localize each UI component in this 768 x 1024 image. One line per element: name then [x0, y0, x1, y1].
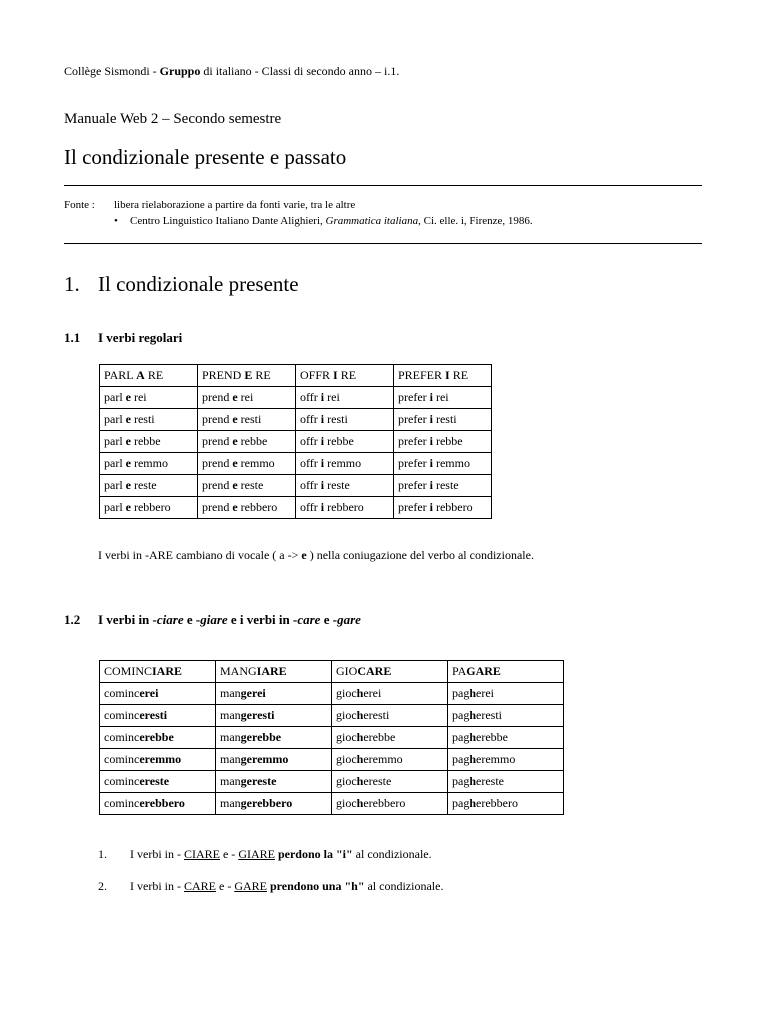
- cell-pre: man: [220, 708, 241, 722]
- rule-text: I verbi in -: [130, 879, 184, 893]
- cell-bold: A: [136, 368, 145, 382]
- cell-bold: h: [356, 796, 364, 810]
- rule-text: e -: [216, 879, 235, 893]
- cell-bold: e: [125, 478, 131, 492]
- section-number: 1.: [64, 272, 80, 296]
- cell-post: erebbe: [476, 730, 508, 744]
- cell-pre: PREND: [202, 368, 245, 382]
- cell-post: RE: [449, 368, 469, 382]
- cell-bold: eremmo: [139, 752, 182, 766]
- cell-bold: e: [232, 412, 238, 426]
- cell-pre: offr: [300, 412, 321, 426]
- cell-pre: prend: [202, 390, 233, 404]
- table-cell: [216, 749, 332, 771]
- cell-pre: prefer: [398, 390, 430, 404]
- cell-post: erebbero: [476, 796, 518, 810]
- cell-bold: i: [429, 434, 433, 448]
- cell-post: remmo: [432, 456, 470, 470]
- divider-bottom: [64, 243, 702, 244]
- cell-pre: cominc: [104, 686, 140, 700]
- table-header-cell: [332, 661, 448, 683]
- cell-post: RE: [252, 368, 271, 382]
- cell-bold: i: [429, 456, 433, 470]
- cell-post: rebbe: [237, 434, 268, 448]
- cell-post: remmo: [130, 456, 168, 470]
- header-group-rest: di italiano: [200, 64, 252, 78]
- cell-pre: prefer: [398, 478, 430, 492]
- table-cell: [394, 431, 492, 453]
- cell-bold: h: [469, 774, 477, 788]
- subsection-number: 1.1: [64, 330, 81, 345]
- cell-pre: prefer: [398, 412, 430, 426]
- table-cell: [100, 705, 216, 727]
- table-cell: [216, 705, 332, 727]
- table-cell: [100, 793, 216, 815]
- table-cell: [332, 727, 448, 749]
- cell-pre: cominc: [104, 774, 140, 788]
- table-cell: [100, 387, 198, 409]
- cell-pre: prend: [202, 478, 233, 492]
- cell-bold: h: [356, 774, 364, 788]
- header-group: Gruppo: [159, 64, 201, 78]
- cell-bold: e: [125, 434, 131, 448]
- table-cell: [198, 453, 296, 475]
- note-pre: I verbi in -ARE cambiano di vocale ( a ->: [98, 548, 302, 562]
- rule-bold: prendono una "h": [270, 879, 365, 893]
- cell-post: resti: [237, 412, 262, 426]
- table-row: [100, 705, 564, 727]
- cell-bold: I: [333, 368, 338, 382]
- table-cell: [198, 431, 296, 453]
- cell-bold: e: [232, 478, 238, 492]
- sub2-text-1: I verbi in: [98, 612, 153, 627]
- cell-post: rebbe: [324, 434, 354, 448]
- sub2-italic-4: -gare: [332, 612, 361, 627]
- table-cell: [448, 727, 564, 749]
- cell-bold: e: [125, 390, 131, 404]
- table-cell: [216, 683, 332, 705]
- table-cell: [100, 497, 198, 519]
- table-cell: [332, 771, 448, 793]
- cell-post: remmo: [324, 456, 362, 470]
- cell-bold: h: [356, 708, 364, 722]
- table-cell: [394, 497, 492, 519]
- rule-item: [98, 879, 443, 894]
- table-row: [100, 409, 492, 431]
- table-cell: [296, 409, 394, 431]
- cell-bold: h: [469, 708, 477, 722]
- cell-pre: OFFR: [300, 368, 334, 382]
- table-cell: [100, 431, 198, 453]
- table-cell: [198, 409, 296, 431]
- cell-pre: prend: [202, 412, 233, 426]
- cell-post: erebbe: [363, 730, 396, 744]
- table-cell: [296, 497, 394, 519]
- cell-bold: e: [125, 456, 131, 470]
- table-cell: [100, 475, 198, 497]
- cell-pre: gioc: [336, 686, 357, 700]
- cell-pre: cominc: [104, 796, 140, 810]
- section-1-title: [64, 272, 299, 297]
- cell-bold: h: [356, 730, 364, 744]
- table-cell: [332, 705, 448, 727]
- table-cell: [198, 475, 296, 497]
- table-row: [100, 749, 564, 771]
- cell-pre: parl: [104, 434, 126, 448]
- fonte-label: Fonte :: [64, 199, 95, 211]
- cell-pre: gioc: [336, 774, 357, 788]
- cell-post: eresti: [363, 708, 390, 722]
- cell-post: resti: [324, 412, 348, 426]
- table-cell: [100, 749, 216, 771]
- table-cell: [296, 387, 394, 409]
- table-cell: [216, 793, 332, 815]
- cell-bold: i: [429, 412, 433, 426]
- table-header-cell: [216, 661, 332, 683]
- table-cell: [448, 749, 564, 771]
- cell-bold: e: [232, 390, 238, 404]
- cell-pre: cominc: [104, 752, 140, 766]
- table-header-cell: [394, 365, 492, 387]
- table-cell: [296, 453, 394, 475]
- cell-pre: man: [220, 730, 241, 744]
- table-cell: [394, 453, 492, 475]
- table-row: [100, 475, 492, 497]
- cell-post: ereste: [363, 774, 392, 788]
- subsection-1-2-title: [64, 612, 361, 628]
- cell-pre: man: [220, 774, 241, 788]
- cell-bold: h: [469, 730, 477, 744]
- cell-bold: gerebbe: [240, 730, 282, 744]
- table-row: [100, 771, 564, 793]
- cell-post: resti: [130, 412, 155, 426]
- cell-pre: COMINC: [104, 664, 153, 678]
- cell-post: rei: [130, 390, 147, 404]
- sub2-text-2: e: [183, 612, 196, 627]
- table-header-cell: [448, 661, 564, 683]
- sub2-italic-3: -care: [293, 612, 321, 627]
- table-row: [100, 793, 564, 815]
- fonte-text: libera rielaborazione a partire da fonti varie, tra le altre: [114, 199, 356, 211]
- cell-post: rei: [432, 390, 449, 404]
- cell-pre: prend: [202, 456, 233, 470]
- cell-pre: cominc: [104, 730, 140, 744]
- rule-text: al condizionale.: [352, 847, 432, 861]
- table-row: [100, 497, 492, 519]
- cell-post: rebbero: [324, 500, 364, 514]
- table-cell: [100, 727, 216, 749]
- cell-bold: gerebbero: [240, 796, 293, 810]
- cell-pre: man: [220, 752, 241, 766]
- cell-pre: prefer: [398, 456, 430, 470]
- table-cell: [394, 409, 492, 431]
- subsection-1-1-title: [64, 330, 182, 346]
- cell-bold: h: [356, 686, 364, 700]
- subsection-title-text: I verbi regolari: [98, 330, 183, 345]
- cell-bold: h: [469, 686, 477, 700]
- cell-bold: ereste: [139, 774, 170, 788]
- table-header-cell: [296, 365, 394, 387]
- rule-text: al condizionale.: [364, 879, 444, 893]
- section-title-text: Il condizionale presente: [98, 272, 299, 296]
- cell-post: reste: [237, 478, 264, 492]
- cell-bold: E: [244, 368, 253, 382]
- cell-bold: CARE: [357, 664, 392, 678]
- cell-post: erebbero: [363, 796, 406, 810]
- cell-post: rei: [324, 390, 340, 404]
- header-classes: - Classi di secondo anno – i.1.: [251, 64, 400, 78]
- cell-pre: offr: [300, 478, 321, 492]
- table-header-row: [100, 365, 492, 387]
- rule-bold: perdono la "i": [277, 847, 353, 861]
- sub2-italic-2: -giare: [195, 612, 228, 627]
- cell-post: reste: [130, 478, 157, 492]
- sub2-text-4: e: [320, 612, 333, 627]
- note-post: ) nella coniugazione del verbo al condizionale.: [306, 548, 534, 562]
- cell-pre: prefer: [398, 500, 430, 514]
- page-title: Il condizionale presente e passato: [64, 145, 347, 169]
- divider-top: [64, 185, 702, 186]
- cell-bold: h: [469, 752, 477, 766]
- table-header-cell: [100, 661, 216, 683]
- fonte-source: [114, 215, 533, 227]
- vowel-change-note: [98, 548, 534, 563]
- cell-post: resti: [432, 412, 457, 426]
- rule-underline: GIARE: [238, 847, 275, 861]
- table-row: [100, 387, 492, 409]
- cell-pre: prend: [202, 434, 233, 448]
- rule-underline: CIARE: [183, 847, 220, 861]
- source-prefix: Centro Linguistico Italiano Dante Alighieri,: [130, 215, 326, 227]
- note-bold: e: [301, 548, 307, 562]
- cell-pre: pag: [452, 708, 470, 722]
- cell-pre: parl: [104, 390, 126, 404]
- cell-bold: e: [232, 456, 238, 470]
- table-cell: [394, 475, 492, 497]
- cell-bold: i: [429, 500, 433, 514]
- cell-post: rebbe: [130, 434, 161, 448]
- cell-bold: IARE: [256, 664, 287, 678]
- regular-verbs-table: [99, 364, 492, 519]
- rule-item: [98, 847, 432, 862]
- table-header-cell: [100, 365, 198, 387]
- cell-bold: IARE: [152, 664, 183, 678]
- cell-bold: i: [429, 478, 433, 492]
- cell-bold: gereste: [240, 774, 277, 788]
- table-cell: [448, 705, 564, 727]
- cell-post: rebbero: [237, 500, 278, 514]
- table-cell: [198, 387, 296, 409]
- cell-post: erei: [363, 686, 382, 700]
- table-row: [100, 453, 492, 475]
- table-cell: [198, 497, 296, 519]
- cell-bold: i: [429, 390, 433, 404]
- cell-post: reste: [432, 478, 459, 492]
- cell-pre: parl: [104, 456, 126, 470]
- cell-bold: i: [320, 500, 325, 514]
- cell-pre: pag: [452, 752, 470, 766]
- cell-post: rebbero: [130, 500, 171, 514]
- cell-bold: GARE: [466, 664, 501, 678]
- cell-post: erei: [476, 686, 494, 700]
- table-cell: [448, 771, 564, 793]
- table-row: [100, 727, 564, 749]
- cell-pre: gioc: [336, 752, 357, 766]
- rule-number: 1.: [98, 847, 107, 861]
- cell-post: ereste: [476, 774, 504, 788]
- cell-pre: gioc: [336, 730, 357, 744]
- cell-pre: offr: [300, 500, 321, 514]
- rule-underline: CARE: [183, 879, 216, 893]
- cell-bold: h: [356, 752, 364, 766]
- cell-bold: I: [445, 368, 450, 382]
- source-title: Grammatica italiana: [325, 215, 419, 227]
- cell-post: eresti: [476, 708, 503, 722]
- table-cell: [332, 749, 448, 771]
- cell-bold: e: [125, 412, 131, 426]
- cell-bold: eresti: [139, 708, 168, 722]
- document-header: [64, 64, 399, 79]
- table-cell: [100, 453, 198, 475]
- cell-pre: prend: [202, 500, 233, 514]
- cell-pre: man: [220, 686, 241, 700]
- cell-post: RE: [337, 368, 357, 382]
- table-row: [100, 683, 564, 705]
- rule-number: 2.: [98, 879, 107, 893]
- cell-pre: PREFER: [398, 368, 446, 382]
- cell-post: RE: [144, 368, 164, 382]
- cell-pre: man: [220, 796, 241, 810]
- sub2-text-3: e i verbi in: [227, 612, 294, 627]
- cell-post: rebbe: [432, 434, 463, 448]
- source-suffix: , Ci. elle. i, Firenze, 1986.: [418, 215, 533, 227]
- cell-pre: pag: [452, 686, 470, 700]
- cell-pre: offr: [300, 434, 321, 448]
- cell-pre: cominc: [104, 708, 140, 722]
- cell-bold: i: [320, 456, 325, 470]
- table-cell: [448, 683, 564, 705]
- cell-bold: e: [232, 500, 238, 514]
- cell-post: reste: [324, 478, 350, 492]
- cell-bold: erebbe: [139, 730, 174, 744]
- cell-bold: geresti: [240, 708, 275, 722]
- subsection-number: 1.2: [64, 612, 81, 627]
- table-cell: [216, 727, 332, 749]
- cell-bold: i: [320, 434, 325, 448]
- table-cell: [296, 475, 394, 497]
- table-cell: [332, 793, 448, 815]
- cell-pre: parl: [104, 412, 126, 426]
- cell-pre: prefer: [398, 434, 430, 448]
- cell-bold: gerei: [240, 686, 266, 700]
- table-cell: [100, 409, 198, 431]
- manual-subtitle: Manuale Web 2 – Secondo semestre: [64, 111, 282, 127]
- ciare-giare-care-gare-table: [99, 660, 564, 815]
- cell-bold: erebbero: [139, 796, 185, 810]
- cell-pre: PA: [452, 664, 467, 678]
- cell-pre: parl: [104, 478, 126, 492]
- cell-bold: i: [320, 478, 325, 492]
- rule-text: I verbi in -: [130, 847, 184, 861]
- table-cell: [100, 683, 216, 705]
- table-cell: [394, 387, 492, 409]
- cell-pre: offr: [300, 456, 321, 470]
- table-header-row: [100, 661, 564, 683]
- cell-bold: geremmo: [240, 752, 289, 766]
- cell-post: remmo: [237, 456, 275, 470]
- cell-pre: gioc: [336, 796, 357, 810]
- cell-pre: MANG: [220, 664, 257, 678]
- bullet-icon: •: [114, 215, 118, 227]
- table-row: [100, 431, 492, 453]
- cell-bold: i: [320, 412, 325, 426]
- rule-text: e -: [219, 847, 239, 861]
- cell-bold: i: [320, 390, 325, 404]
- cell-pre: GIO: [336, 664, 358, 678]
- cell-pre: pag: [452, 774, 470, 788]
- cell-pre: PARL: [104, 368, 137, 382]
- cell-pre: offr: [300, 390, 321, 404]
- cell-bold: h: [469, 796, 477, 810]
- cell-bold: e: [232, 434, 238, 448]
- cell-post: eremmo: [476, 752, 516, 766]
- cell-pre: pag: [452, 796, 470, 810]
- header-institution: Collège Sismondi -: [64, 64, 160, 78]
- cell-post: eremmo: [363, 752, 403, 766]
- table-cell: [332, 683, 448, 705]
- cell-bold: erei: [139, 686, 159, 700]
- cell-bold: e: [125, 500, 131, 514]
- table-header-cell: [198, 365, 296, 387]
- cell-pre: gioc: [336, 708, 357, 722]
- cell-post: rebbero: [432, 500, 473, 514]
- rule-underline: GARE: [234, 879, 267, 893]
- table-cell: [296, 431, 394, 453]
- cell-pre: pag: [452, 730, 470, 744]
- sub2-italic-1: -ciare: [152, 612, 184, 627]
- table-cell: [216, 771, 332, 793]
- cell-pre: parl: [104, 500, 126, 514]
- table-cell: [448, 793, 564, 815]
- table-cell: [100, 771, 216, 793]
- cell-post: rei: [237, 390, 254, 404]
